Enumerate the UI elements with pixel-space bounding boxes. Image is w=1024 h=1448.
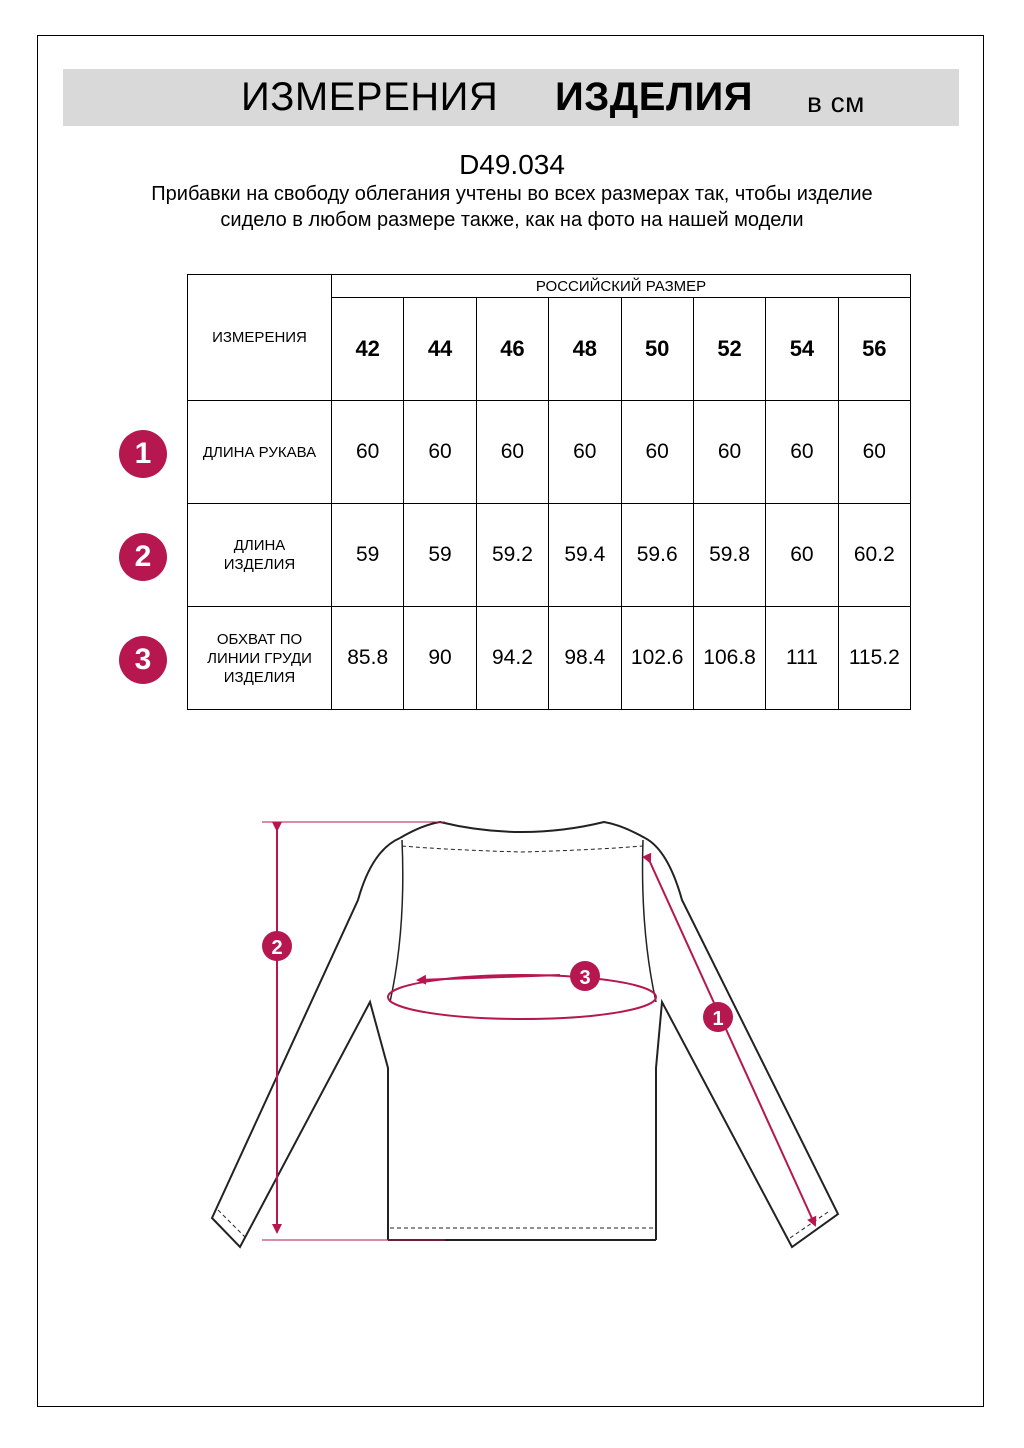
marker-2-label: 2 [271, 937, 283, 959]
marker-3-label: 3 [579, 967, 591, 989]
measure-lines [262, 822, 815, 1240]
table-cell: 85.8 [332, 607, 404, 710]
table-row-sleeve [188, 401, 911, 504]
table-cell: 90 [404, 607, 476, 710]
size-header: 52 [693, 298, 765, 401]
garment-sketch [0, 760, 1024, 1280]
size-header: 48 [549, 298, 621, 401]
table-cell: 98.4 [549, 607, 621, 710]
diagram-markers [262, 931, 733, 1032]
title-light: ИЗМЕРЕНИЯ [241, 75, 499, 119]
product-code: D49.034 [459, 149, 565, 180]
size-header: 42 [332, 298, 404, 401]
table-cell: 60.2 [838, 504, 910, 607]
table-cell: 59.4 [549, 504, 621, 607]
sweater-outline [212, 822, 838, 1247]
table-cell: 59 [404, 504, 476, 607]
table-cell: 111 [766, 607, 838, 710]
table-cell: 59 [332, 504, 404, 607]
marker-1-label: 1 [712, 1008, 724, 1030]
table-cell: 60 [476, 401, 548, 504]
title-banner [63, 69, 959, 126]
table-cell: 60 [332, 401, 404, 504]
row-badge-1: 1 [119, 430, 167, 478]
table-cell: 102.6 [621, 607, 693, 710]
size-header: 44 [404, 298, 476, 401]
table-cell: 60 [404, 401, 476, 504]
table-cell: 106.8 [693, 607, 765, 710]
title-bold: ИЗДЕЛИЯ [555, 75, 754, 119]
table-row-chest [188, 607, 911, 710]
size-header: 50 [621, 298, 693, 401]
table-cell: 60 [549, 401, 621, 504]
table-row-length [188, 504, 911, 607]
row-label: ОБХВАТ ПО ЛИНИИ ГРУДИ ИЗДЕЛИЯ [188, 607, 332, 710]
size-header: 54 [766, 298, 838, 401]
size-header: 56 [838, 298, 910, 401]
row-label: ДЛИНА ИЗДЕЛИЯ [188, 504, 332, 607]
table-cell: 60 [693, 401, 765, 504]
measurements-header: ИЗМЕРЕНИЯ [188, 275, 332, 401]
table-cell: 59.6 [621, 504, 693, 607]
table-cell: 60 [766, 504, 838, 607]
size-table [187, 274, 911, 710]
table-cell: 59.8 [693, 504, 765, 607]
row-label: ДЛИНА РУКАВА [188, 401, 332, 504]
row-badge-2: 2 [119, 533, 167, 581]
table-cell: 115.2 [838, 607, 910, 710]
row-badge-3: 3 [119, 636, 167, 684]
table-cell: 94.2 [476, 607, 548, 710]
size-group-header: РОССИЙСКИЙ РАЗМЕР [332, 275, 911, 298]
table-cell: 60 [766, 401, 838, 504]
fit-note: Прибавки на свободу облегания учтены во всех размерах так, чтобы изделие сидело в любом размере также, как на фото на нашей модели [151, 183, 873, 231]
table-cell: 60 [621, 401, 693, 504]
title-unit: в см [807, 87, 865, 118]
table-cell: 60 [838, 401, 910, 504]
size-header: 46 [476, 298, 548, 401]
table-cell: 59.2 [476, 504, 548, 607]
